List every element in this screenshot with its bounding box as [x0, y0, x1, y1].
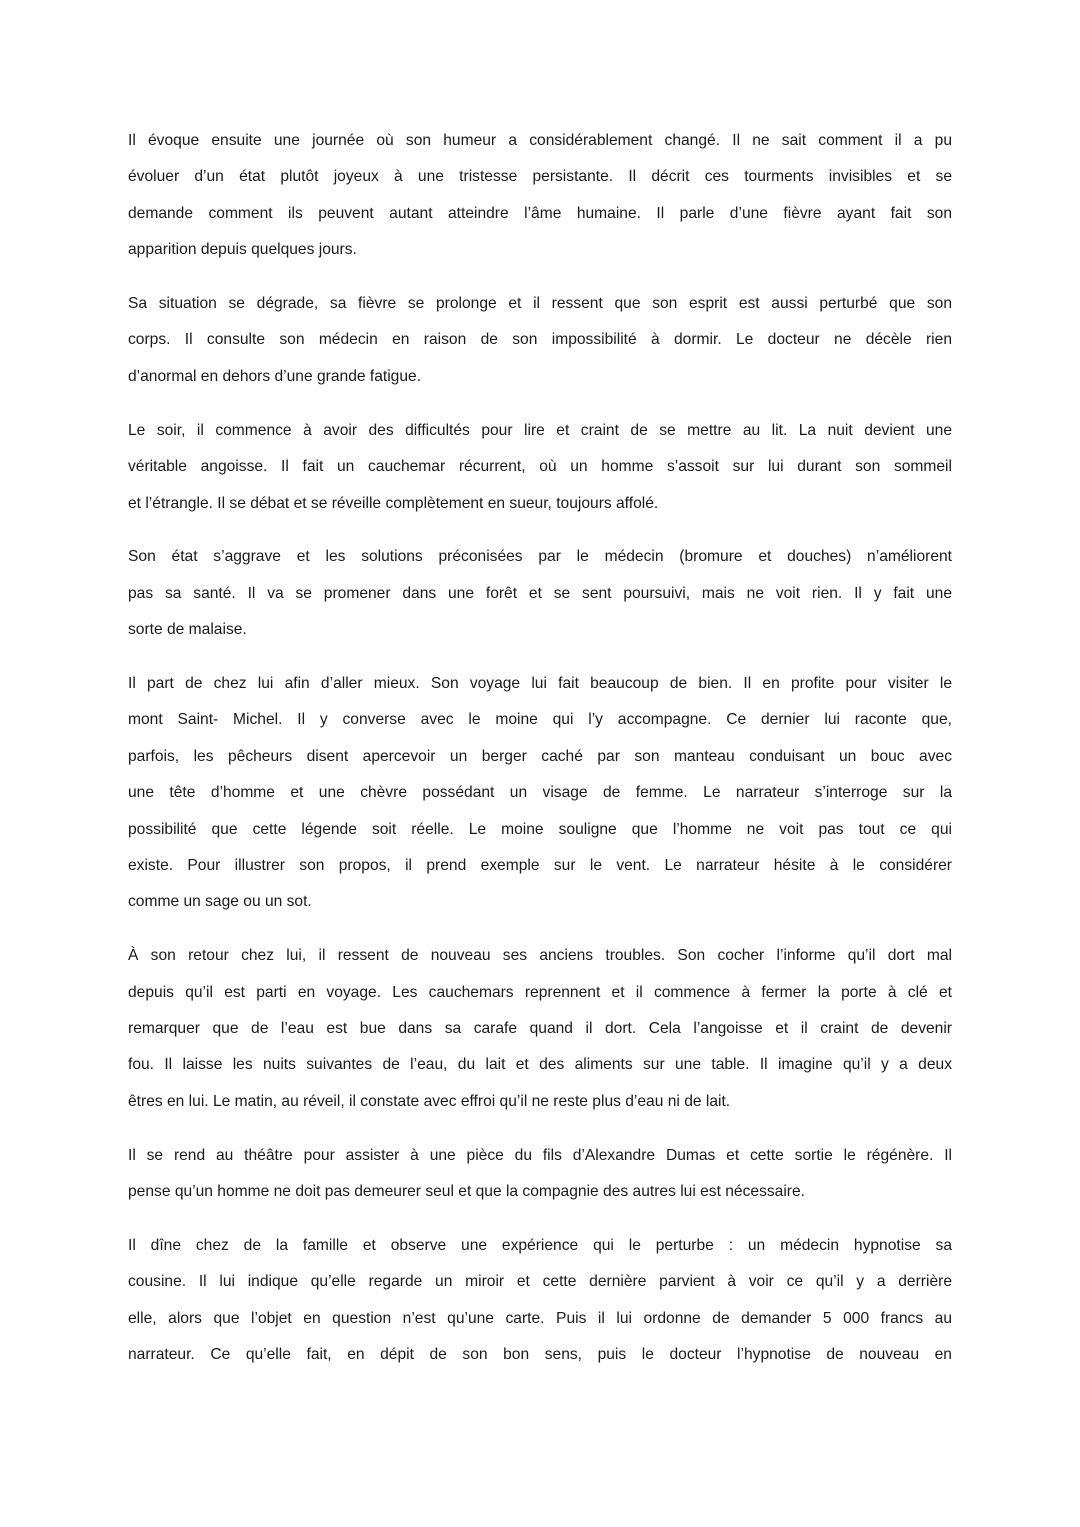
paragraph [128, 938, 952, 1120]
text-line: pas sa santé. Il va se promener dans une forêt et se sent poursuivi, mais ne voit rien. Il y fait une [128, 584, 952, 602]
text-line: Il se rend au théâtre pour assister à une pièce du fils d’Alexandre Dumas et cette sortie le régénère. Il [128, 1146, 952, 1164]
text-line: narrateur. Ce qu’elle fait, en dépit de son bon sens, puis le docteur l’hypnotise de nouveau en [128, 1346, 952, 1364]
paragraph [128, 286, 952, 395]
text-line: pense qu’un homme ne doit pas demeurer seul et que la compagnie des autres lui est nécessaire. [128, 1183, 806, 1201]
text-line: depuis qu’il est parti en voyage. Les cauchemars reprennent et il commence à fermer la porte à clé et [128, 983, 952, 1001]
text-line: sorte de malaise. [128, 621, 247, 639]
text-line: Le soir, il commence à avoir des difficultés pour lire et craint de se mettre au lit. La nuit devient une [128, 421, 952, 439]
text-line: mont Saint- Michel. Il y converse avec le moine qui l’y accompagne. Ce dernier lui raconte que, [128, 711, 952, 729]
text-line: Il part de chez lui afin d’aller mieux. Son voyage lui fait beaucoup de bien. Il en profite pour visiter le [128, 675, 952, 693]
text-line: cousine. Il lui indique qu’elle regarde un miroir et cette dernière parvient à voir ce qu’il y a derrière [128, 1273, 952, 1291]
text-line: et l’étrangle. Il se débat et se réveille complètement en sueur, toujours affolé. [128, 494, 659, 512]
paragraph [128, 1228, 952, 1374]
text-line: Son état s’aggrave et les solutions préconisées par le médecin (bromure et douches) n’améliorent [128, 548, 952, 566]
paragraph [128, 123, 952, 269]
text-line: parfois, les pêcheurs disent apercevoir un berger caché par son manteau conduisant un bouc avec [128, 747, 952, 765]
text-line: apparition depuis quelques jours. [128, 241, 357, 259]
text-line: possibilité que cette légende soit réelle. Le moine souligne que l’homme ne voit pas tout ce qui [128, 820, 952, 838]
paragraph [128, 666, 952, 921]
paragraph [128, 413, 952, 522]
text-line: Il dîne chez de la famille et observe une expérience qui le perturbe : un médecin hypnotise sa [128, 1237, 952, 1255]
text-line: évoluer d’un état plutôt joyeux à une tristesse persistante. Il décrit ces tourments invisibles et se [128, 168, 952, 186]
text-line: êtres en lui. Le matin, au réveil, il constate avec effroi qu’il ne reste plus d’eau ni de lait. [128, 1092, 731, 1110]
text-line: Il évoque ensuite une journée où son humeur a considérablement changé. Il ne sait comment il a pu [128, 132, 952, 149]
text-line: remarquer que de l’eau est bue dans sa carafe quand il dort. Cela l’angoisse et il craint de devenir [128, 1020, 952, 1038]
text-line: une tête d’homme et une chèvre possédant un visage de femme. Le narrateur s’interroge sur la [128, 784, 952, 802]
text-line: elle, alors que l’objet en question n’est qu’une carte. Puis il lui ordonne de demander 5 000 francs au [128, 1309, 952, 1327]
text-line: fou. Il laisse les nuits suivantes de l’eau, du lait et des aliments sur une table. Il imagine qu’il y a deux [128, 1056, 952, 1074]
text-line: véritable angoisse. Il fait un cauchemar récurrent, où un homme s’assoit sur lui durant son sommeil [128, 458, 952, 476]
text-line: Sa situation se dégrade, sa fièvre se prolonge et il ressent que son esprit est aussi perturbé que son [128, 295, 952, 313]
text-line: demande comment ils peuvent autant atteindre l’âme humaine. Il parle d’une fièvre ayant fait son [128, 204, 952, 222]
paragraph [128, 1138, 952, 1211]
document-page [128, 123, 952, 1391]
text-line: comme un sage ou un sot. [128, 893, 312, 911]
paragraph [128, 539, 952, 648]
text-line: d’anormal en dehors d’une grande fatigue. [128, 367, 422, 385]
text-line: existe. Pour illustrer son propos, il prend exemple sur le vent. Le narrateur hésite à le considérer [128, 857, 952, 875]
text-line: corps. Il consulte son médecin en raison de son impossibilité à dormir. Le docteur ne décèle rien [128, 331, 952, 349]
text-line: À son retour chez lui, il ressent de nouveau ses anciens troubles. Son cocher l’informe qu’il dort mal [128, 947, 952, 965]
